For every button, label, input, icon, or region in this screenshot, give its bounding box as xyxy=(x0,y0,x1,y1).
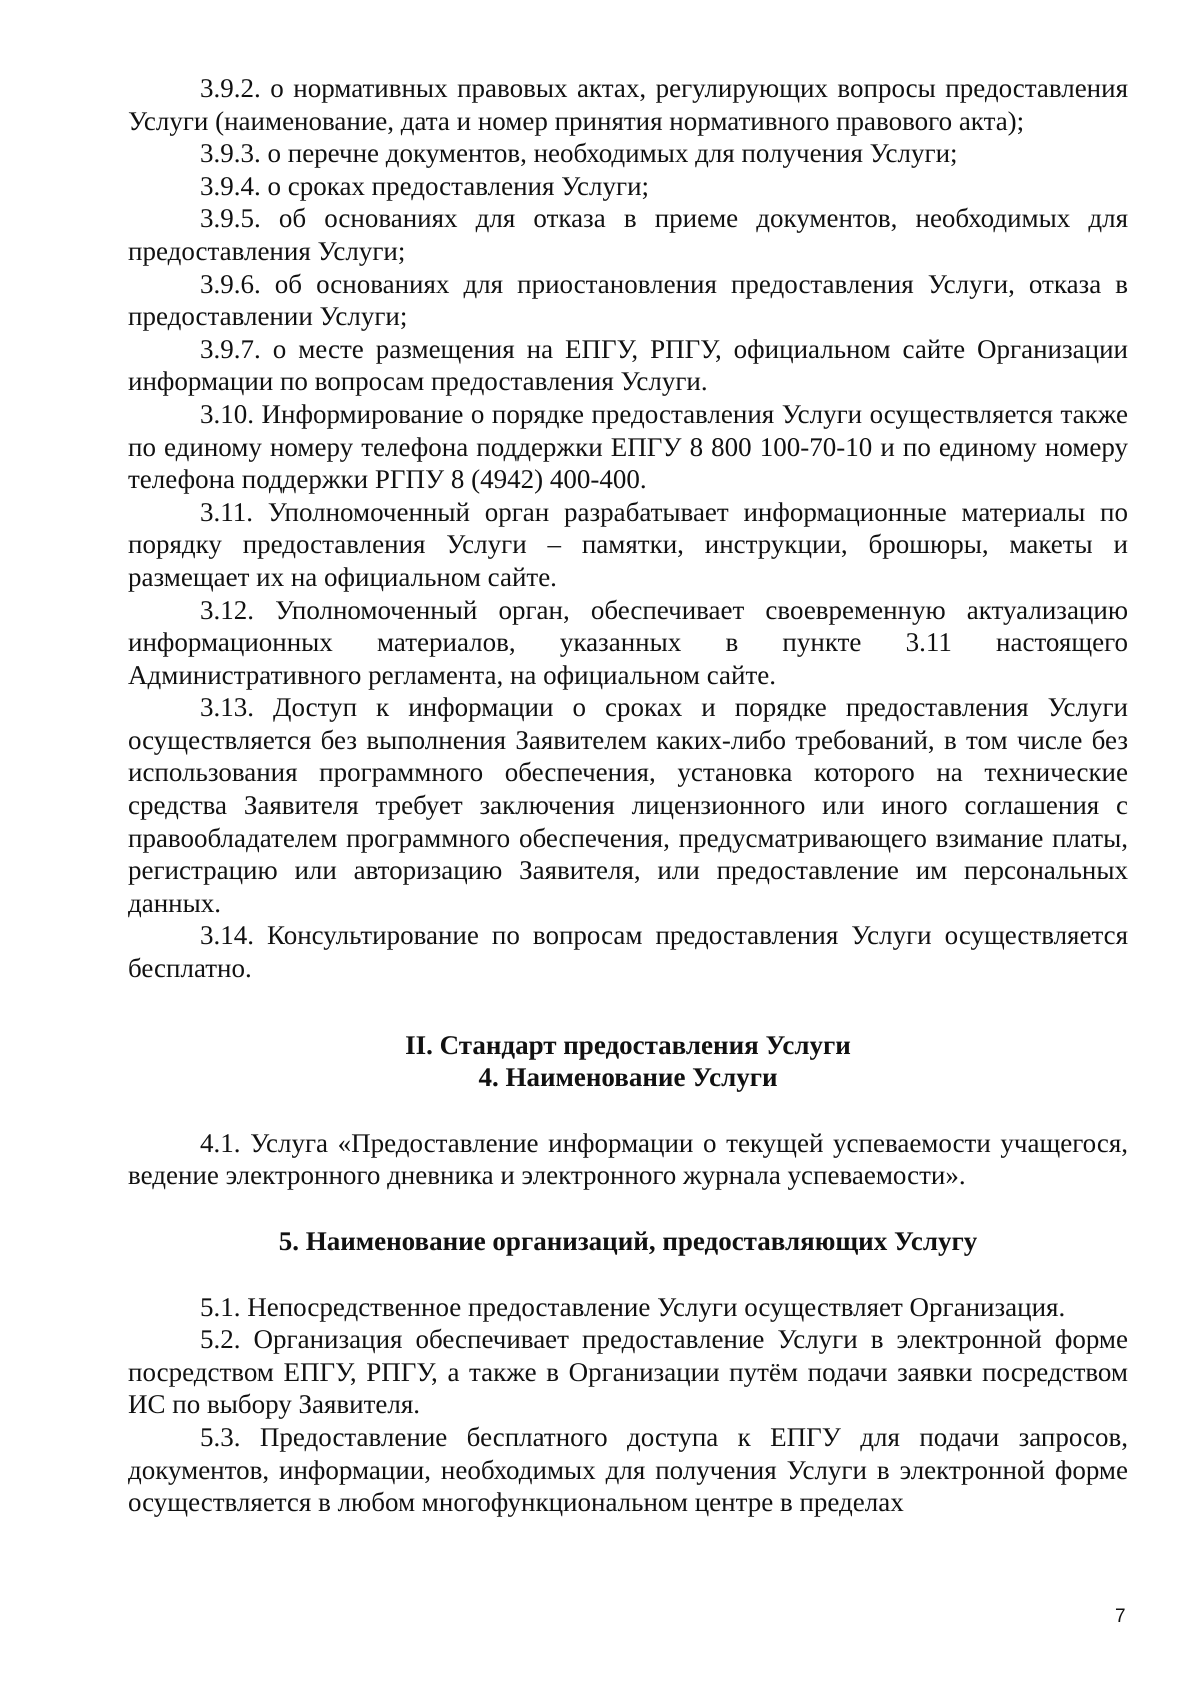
paragraph-5-1: 5.1. Непосредственное предоставление Услуги осуществляет Организация. xyxy=(200,1291,1066,1322)
paragraph-3-9-7: 3.9.7. о месте размещения на ЕПГУ, РПГУ, официальном сайте Организации информации по вопросам предоставления Услуги. xyxy=(128,333,1128,397)
section-heading-standard: II. Стандарт предоставления Услуги xyxy=(405,1029,851,1060)
paragraph-4-1: 4.1. Услуга «Предоставление информации о текущей успеваемости учащегося, ведение электронного дневника и электронного журнала успеваемости». xyxy=(128,1127,1128,1191)
heading-service-name: 4. Наименование Услуги xyxy=(478,1062,778,1093)
paragraph-5-2: 5.2. Организация обеспечивает предоставление Услуги в электронной форме посредством ЕПГУ, РПГУ, а также в Организации путём подачи заявки посредством ИС по выбору Заявителя. xyxy=(128,1324,1128,1420)
paragraph-3-9-2: 3.9.2. о нормативных правовых актах, регулирующих вопросы предоставления Услуги (наименование, дата и номер принятия нормативного правового акта); xyxy=(128,73,1128,136)
paragraph-3-9-5: 3.9.5. об основаниях для отказа в приеме документов, необходимых для предоставления Услуги; xyxy=(128,203,1128,266)
paragraph-3-9-6: 3.9.6. об основаниях для приостановления предоставления Услуги, отказа в предоставлении Услуги; xyxy=(128,268,1128,332)
paragraph-3-14: 3.14. Консультирование по вопросам предоставления Услуги осуществляется бесплатно. xyxy=(128,920,1128,984)
paragraph-3-13: 3.13. Доступ к информации о сроках и порядке предоставления Услуги осуществляется без выполнения Заявителем каких-либо требований, в том числе без использования программного обеспечения, установка которого на технические средства Заявителя требует заключения лицензионного или иного соглашения с правообладателем программного обеспечения, предусматривающего взимание платы, регистрацию или авторизацию Заявителя, или предоставление им персональных данных. xyxy=(128,692,1128,918)
paragraph-3-9-4: 3.9.4. о сроках предоставления Услуги; xyxy=(200,170,650,201)
document-page xyxy=(128,72,1128,1519)
paragraph-3-9-3: 3.9.3. о перечне документов, необходимых для получения Услуги; xyxy=(200,138,958,169)
heading-organizations: 5. Наименование организаций, предоставляющих Услугу xyxy=(278,1226,978,1256)
paragraph-5-3: 5.3. Предоставление бесплатного доступа к ЕПГУ для подачи запросов, документов, информации, необходимых для получения Услуги в электронной форме осуществляется в любом многофункциональном центре в пределах xyxy=(128,1421,1128,1518)
paragraph-3-11: 3.11. Уполномоченный орган разрабатывает информационные материалы по порядку предоставления Услуги – памятки, инструкции, брошюры, макеты и размещает их на официальном сайте. xyxy=(128,496,1128,592)
page-number: 7 xyxy=(1115,1606,1126,1627)
paragraph-3-12: 3.12. Уполномоченный орган, обеспечивает своевременную актуализацию информационных материалов, указанных в пункте 3.11 настоящего Административного регламента, на официальном сайте. xyxy=(128,594,1128,690)
paragraph-3-10: 3.10. Информирование о порядке предоставления Услуги осуществляется также по единому номеру телефона поддержки ЕПГУ 8 800 100-70-10 и по единому номеру телефона поддержки РГПУ 8 (4942) 400-400. xyxy=(128,398,1128,495)
